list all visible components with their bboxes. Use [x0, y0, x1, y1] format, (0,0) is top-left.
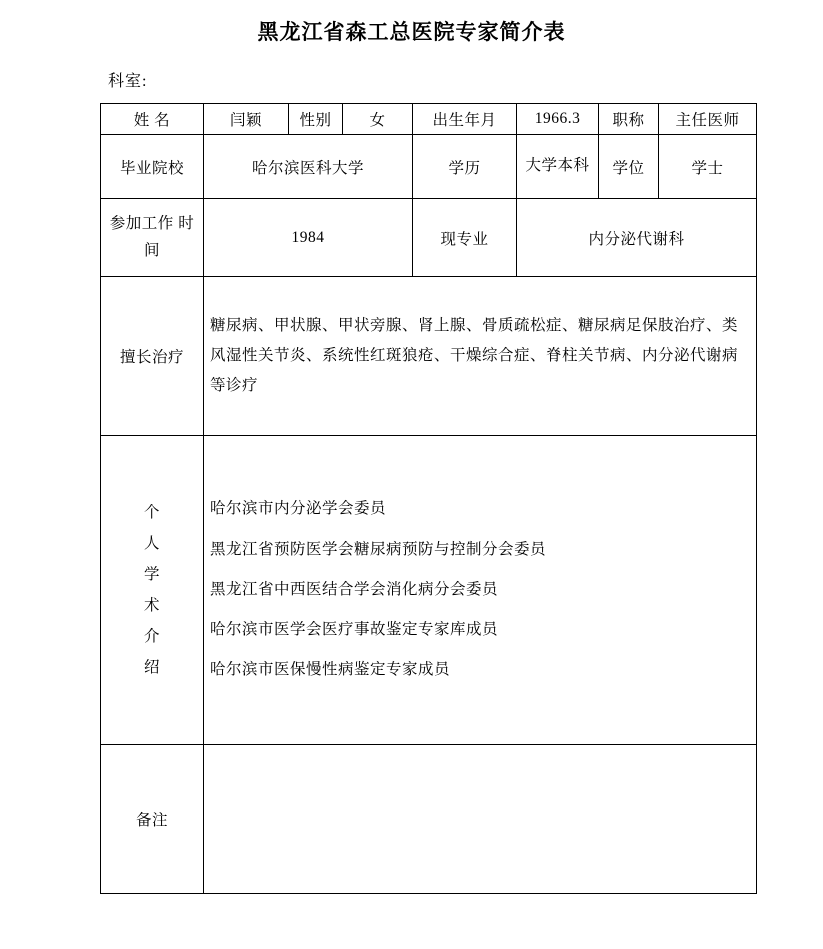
cell-work-start-value: 1984	[204, 199, 413, 277]
table-row	[101, 436, 757, 745]
cell-work-start-label	[101, 199, 204, 277]
cell-school-label: 毕业院校	[101, 135, 204, 199]
cell-gender-label: 性别	[289, 104, 343, 135]
academic-label-char-5: 介	[143, 628, 160, 645]
cell-name-label: 姓 名	[101, 104, 204, 135]
page-title: 黑龙江省森工总医院专家简介表	[257, 20, 566, 44]
cell-birth-label: 出生年月	[413, 104, 517, 135]
cell-remark-label: 备注	[101, 745, 204, 894]
cell-school-value: 哈尔滨医科大学	[204, 135, 413, 199]
academic-label-char-3: 学	[143, 566, 160, 583]
cell-education-value: 大学本科	[517, 135, 599, 199]
table-row	[101, 104, 757, 135]
academic-label-char-1: 个	[143, 504, 160, 521]
list-item: 黑龙江省预防医学会糖尿病预防与控制分会委员	[210, 540, 547, 558]
cell-birth-value: 1966.3	[517, 104, 599, 135]
cell-title-label: 职称	[599, 104, 659, 135]
academic-label-char-6: 绍	[143, 659, 160, 676]
cell-degree-label: 学位	[599, 135, 659, 199]
cell-education-label: 学历	[413, 135, 517, 199]
cell-degree-value: 学士	[659, 135, 757, 199]
table-row	[101, 199, 757, 277]
table-row	[101, 135, 757, 199]
list-item: 哈尔滨市医学会医疗事故鉴定专家库成员	[210, 621, 499, 639]
cell-academic-value	[204, 436, 757, 745]
expert-profile-table	[100, 103, 757, 894]
cell-gender-value: 女	[343, 104, 413, 135]
document-page	[0, 16, 823, 949]
cell-title-value: 主任医师	[659, 104, 757, 135]
academic-label-char-4: 术	[143, 597, 160, 614]
cell-skills-value: 糖尿病、甲状腺、甲状旁腺、肾上腺、骨质疏松症、糖尿病足保肢治疗、类风湿性关节炎、系统性红斑狼疮、干燥综合症、脊柱关节病、内分泌代谢病等诊疗	[204, 277, 757, 436]
table-row	[101, 277, 757, 436]
list-item: 哈尔滨市医保慢性病鉴定专家成员	[210, 661, 451, 679]
cell-name-value: 闫颖	[204, 104, 289, 135]
work-start-label-line2: 时间	[143, 215, 195, 259]
cell-specialty-label: 现专业	[413, 199, 517, 277]
work-start-label-line1: 参加工作	[109, 215, 174, 233]
list-item: 黑龙江省中西医结合学会消化病分会委员	[210, 580, 499, 598]
academic-label-char-2: 人	[143, 535, 160, 552]
cell-academic-label	[101, 436, 204, 745]
cell-specialty-value: 内分泌代谢科	[517, 199, 757, 277]
department-label: 科室:	[108, 73, 148, 90]
cell-remark-value	[204, 745, 757, 894]
list-item: 哈尔滨市内分泌学会委员	[210, 500, 387, 518]
cell-skills-label: 擅长治疗	[101, 277, 204, 436]
table-row	[101, 745, 757, 894]
